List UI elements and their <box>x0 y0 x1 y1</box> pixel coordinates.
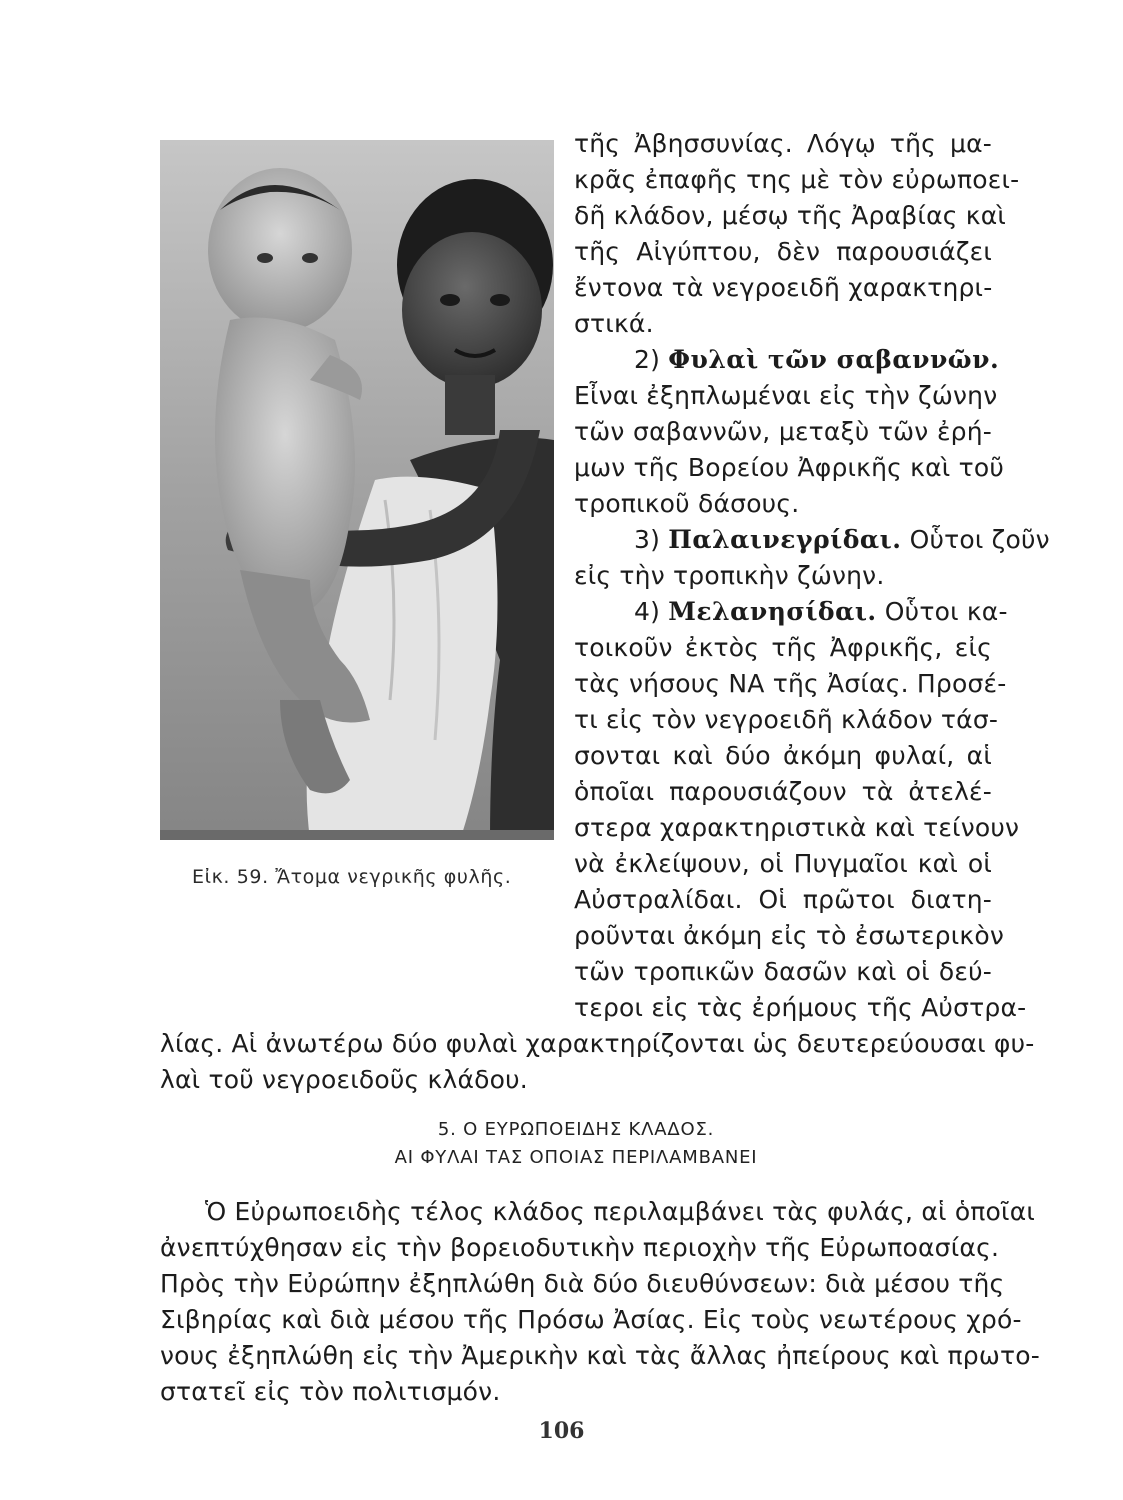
section-4-line: τῶν τροπικῶν δασῶν καὶ οἱ δεύ- <box>574 957 992 986</box>
section-4-line: νὰ ἐκλείψουν, οἱ Πυγμαῖοι καὶ οἱ <box>574 849 992 878</box>
figure-photo <box>160 140 554 840</box>
column-line: κρᾶς ἐπαφῆς της μὲ τὸν εὐρωποει- <box>574 165 1020 194</box>
photo-illustration <box>160 140 554 840</box>
section-2-heading <box>574 344 1000 376</box>
section-4-line: Αὐστραλίδαι. Οἱ πρῶτοι διατη- <box>574 885 992 914</box>
section-4-line: ὁποῖαι παρουσιάζουν τὰ ἀτελέ- <box>574 777 992 806</box>
section-4-number: 4) <box>634 597 661 626</box>
full-line: λίας. Αἱ ἀνωτέρω δύο φυλαὶ χαρακτηρίζονται ὡς δευτερεύουσαι φυ- <box>160 1029 1035 1058</box>
section-2-number: 2) <box>634 345 661 374</box>
section-2-title: Φυλαὶ τῶν σαβαννῶν. <box>668 345 1000 374</box>
section-2-line: τροπικοῦ δάσους. <box>574 489 800 518</box>
section-4-rest: Οὗτοι κα- <box>884 597 1008 626</box>
section-heading-line1: 5. Ο ΕΥΡΩΠΟΕΙΔΗΣ ΚΛΑΔΟΣ. <box>437 1119 715 1140</box>
section-4-line: τοικοῦν ἐκτὸς τῆς Ἀφρικῆς, εἰς <box>574 633 992 662</box>
section-4-line: ροῦνται ἀκόμη εἰς τὸ ἐσωτερικὸν <box>574 921 1005 950</box>
section-4-line: τὰς νήσους ΝΑ τῆς Ἀσίας. Προσέ- <box>574 669 1007 698</box>
section-3-rest: Οὗτοι ζοῦν <box>909 525 1050 554</box>
paragraph-line: νους ἐξηπλώθη εἰς τὴν Ἀμερικὴν καὶ τὰς ἄλλας ἠπείρους καὶ πρωτο- <box>160 1341 1040 1370</box>
column-line: στικά. <box>574 309 654 338</box>
figure-caption: Εἰκ. 59. Ἄτομα νεγρικῆς φυλῆς. <box>192 866 512 888</box>
section-2-line: τῶν σαβαννῶν, μεταξὺ τῶν ἐρή- <box>574 417 992 446</box>
section-heading-line2: ΑΙ ΦΥΛΑΙ ΤΑΣ ΟΠΟΙΑΣ ΠΕΡΙΛΑΜΒΑΝΕΙ <box>394 1147 758 1168</box>
section-3-number: 3) <box>634 525 661 554</box>
section-3-line: εἰς τὴν τροπικὴν ζώνην. <box>574 561 885 590</box>
column-line: τῆς Αἰγύπτου, δὲν παρουσιάζει <box>574 237 992 266</box>
paragraph-line: Σιβηρίας καὶ διὰ μέσου τῆς Πρόσω Ἀσίας. Εἰς τοὺς νεωτέρους χρό- <box>160 1305 1022 1334</box>
column-line: ἔντονα τὰ νεγροειδῆ χαρακτηρι- <box>574 273 993 302</box>
paragraph-line: ἀνεπτύχθησαν εἰς τὴν βορειοδυτικὴν περιοχὴν τῆς Εὐρωποασίας. <box>160 1233 1000 1262</box>
section-4-heading <box>574 596 1008 628</box>
column-line: τῆς Ἀβησσυνίας. Λόγῳ τῆς μα- <box>574 129 992 158</box>
section-4-title: Μελανησίδαι. <box>668 597 877 626</box>
section-2-line: Εἶναι ἐξηπλωμέναι εἰς τὴν ζώνην <box>574 381 998 410</box>
section-4-line: τεροι εἰς τὰς ἐρήμους τῆς Αὐστρα- <box>574 993 1027 1022</box>
section-3-title: Παλαινεγρίδαι. <box>668 525 902 554</box>
paragraph-line: Ὁ Εὐρωποειδὴς τέλος κλάδος περιλαμβάνει τὰς φυλάς, αἱ ὁποῖαι <box>205 1197 1036 1226</box>
section-4-line: στερα χαρακτηριστικὰ καὶ τείνουν <box>574 813 1020 842</box>
section-2-line: μων τῆς Βορείου Ἀφρικῆς καὶ τοῦ <box>574 453 1005 482</box>
page-number: 106 <box>538 1418 585 1444</box>
full-line: λαὶ τοῦ νεγροειδοῦς κλάδου. <box>160 1065 528 1094</box>
section-4-line: τι εἰς τὸν νεγροειδῆ κλάδον τάσ- <box>574 705 999 734</box>
section-4-line: σονται καὶ δύο ἀκόμη φυλαί, αἱ <box>574 741 992 770</box>
column-line: δῆ κλάδον, μέσῳ τῆς Ἀραβίας καὶ <box>574 201 1007 230</box>
section-3-heading <box>574 524 1050 556</box>
paragraph-line: Πρὸς τὴν Εὐρώπην ἐξηπλώθη διὰ δύο διευθύνσεων: διὰ μέσου τῆς <box>160 1269 1005 1298</box>
paragraph-line: στατεῖ εἰς τὸν πολιτισμόν. <box>160 1377 501 1406</box>
